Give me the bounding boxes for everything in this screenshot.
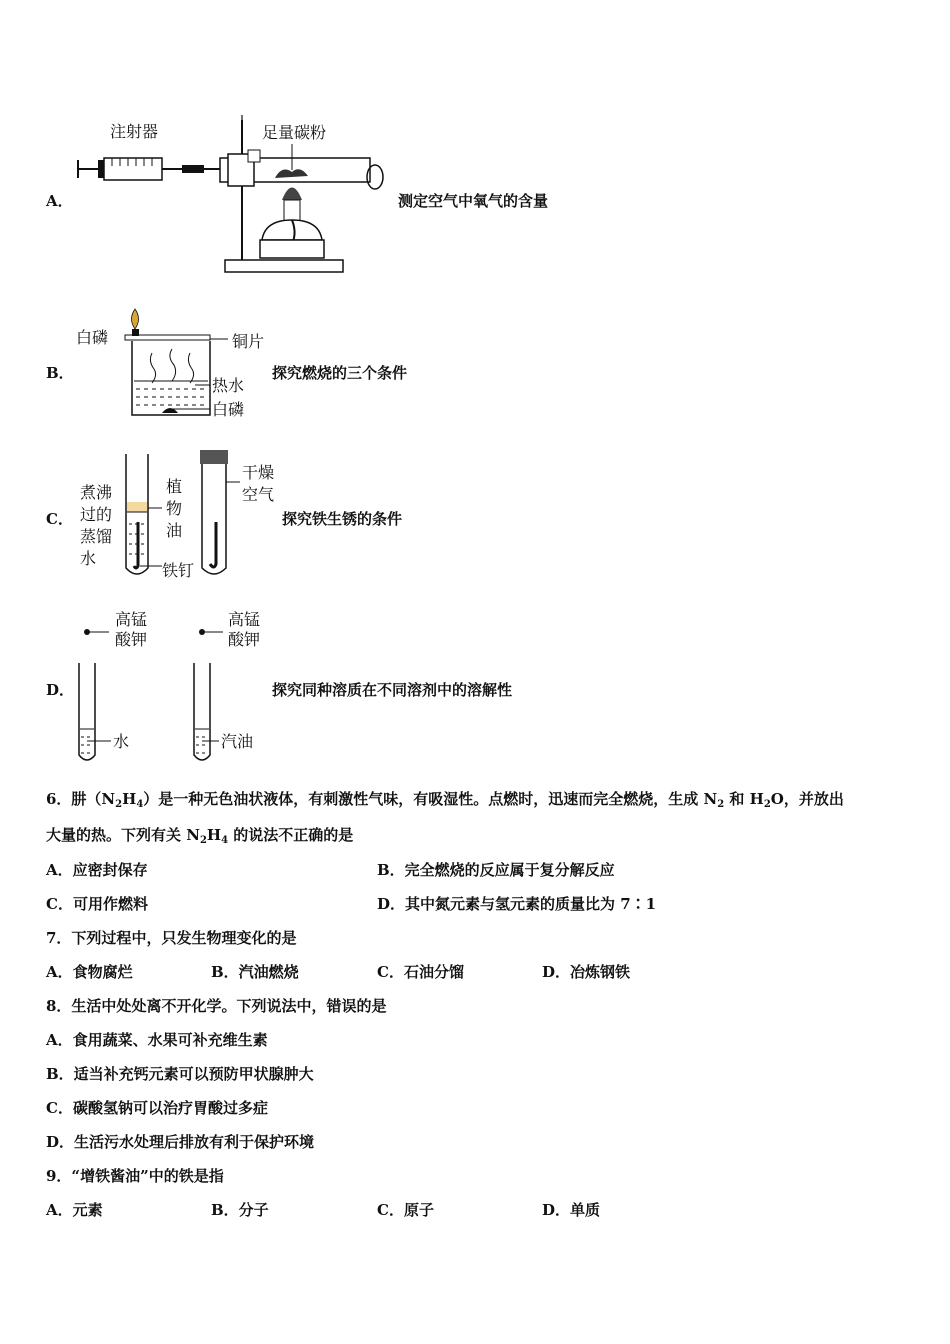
- copper-plate-label: 铜片: [232, 332, 265, 351]
- option-b-description: 探究燃烧的三个条件: [272, 364, 408, 382]
- boiled-water-label-3: 蒸馏: [80, 527, 113, 546]
- hot-water-label: 热水: [212, 376, 245, 395]
- boiled-water-label-4: 水: [80, 549, 97, 568]
- kmno4-a-label-2: 酸钾: [115, 630, 148, 649]
- option-a-description: 测定空气中氧气的含量: [398, 192, 549, 210]
- q9-stem: 9．“增铁酱油”中的铁是指: [46, 1167, 224, 1185]
- vegetable-oil-label-1: 植: [166, 477, 183, 496]
- kmno4-a-label-1: 高锰: [115, 610, 148, 629]
- q6-option-a: A．应密封保存: [46, 861, 148, 879]
- q9-option-a: A．元素: [46, 1201, 103, 1219]
- iron-nail-label: 铁钉: [162, 561, 195, 580]
- solubility-apparatus: [75, 605, 275, 770]
- q6-option-c: C．可用作燃料: [46, 895, 148, 913]
- kmno4-b-label-1: 高锰: [228, 610, 261, 629]
- option-b-letter: B．: [46, 364, 74, 382]
- dry-air-label-1: 干燥: [242, 463, 275, 482]
- q6-stem: 6．肼$(N_2H_4)$是一种无色油状液体，有刺激性气味，有吸湿性。点燃时，迅速而完全燃烧，生成 $N_2$ 和 $H_2O$，并放出: [46, 790, 844, 810]
- q8-stem: 8．生活中处处离不开化学。下列说法中，错误的是: [46, 997, 387, 1015]
- q9-option-d: D．单质: [542, 1201, 601, 1219]
- q8-option-d: D．生活污水处理后排放有利于保护环境: [46, 1133, 315, 1151]
- option-d-description: 探究同种溶质在不同溶剂中的溶解性: [272, 681, 513, 699]
- vegetable-oil-label-3: 油: [166, 521, 183, 540]
- q8-option-b: B．适当补充钙元素可以预防甲状腺肿大: [46, 1065, 314, 1083]
- combustion-conditions-apparatus: [70, 305, 280, 420]
- iron-rust-apparatus: [70, 448, 285, 588]
- option-a-letter: A．: [46, 192, 73, 210]
- q7-option-c: C．石油分馏: [377, 963, 464, 981]
- q7-option-d: D．冶炼钢铁: [542, 963, 631, 981]
- q8-option-a: A．食用蔬菜、水果可补充维生素: [46, 1031, 268, 1049]
- white-phosphorus-top-label: 白磷: [76, 328, 109, 347]
- kmno4-b-label-2: 酸钾: [228, 630, 261, 649]
- q9-option-c: C．原子: [377, 1201, 434, 1219]
- q9-option-b: B．分子: [211, 1201, 269, 1219]
- option-c-description: 探究铁生锈的条件: [282, 510, 403, 528]
- carbon-powder-label: 足量碳粉: [262, 123, 327, 142]
- white-phosphorus-bottom-label: 白磷: [212, 400, 245, 419]
- boiled-water-label-1: 煮沸: [80, 483, 113, 502]
- syringe-label: 注射器: [110, 122, 159, 141]
- q7-option-a: A．食物腐烂: [46, 963, 133, 981]
- vegetable-oil-label-2: 物: [166, 499, 183, 518]
- q6-option-d: D．其中氮元素与氢元素的质量比为 7∶1: [377, 895, 657, 913]
- option-c-letter: C．: [46, 510, 73, 528]
- q7-stem: 7．下列过程中，只发生物理变化的是: [46, 929, 297, 947]
- water-label: 水: [113, 732, 130, 751]
- gasoline-label: 汽油: [221, 732, 254, 751]
- boiled-water-label-2: 过的: [80, 505, 113, 524]
- option-d-letter: D．: [46, 681, 75, 699]
- q7-option-b: B．汽油燃烧: [211, 963, 299, 981]
- oxygen-measurement-apparatus: [70, 110, 400, 285]
- q8-option-c: C．碳酸氢钠可以治疗胃酸过多症: [46, 1099, 268, 1117]
- q6-option-b: B．完全燃烧的反应属于复分解反应: [377, 861, 615, 879]
- q6-stem-line2: 大量的热。下列有关 $N_2H_4$ 的说法不正确的是: [46, 826, 354, 846]
- dry-air-label-2: 空气: [242, 485, 275, 504]
